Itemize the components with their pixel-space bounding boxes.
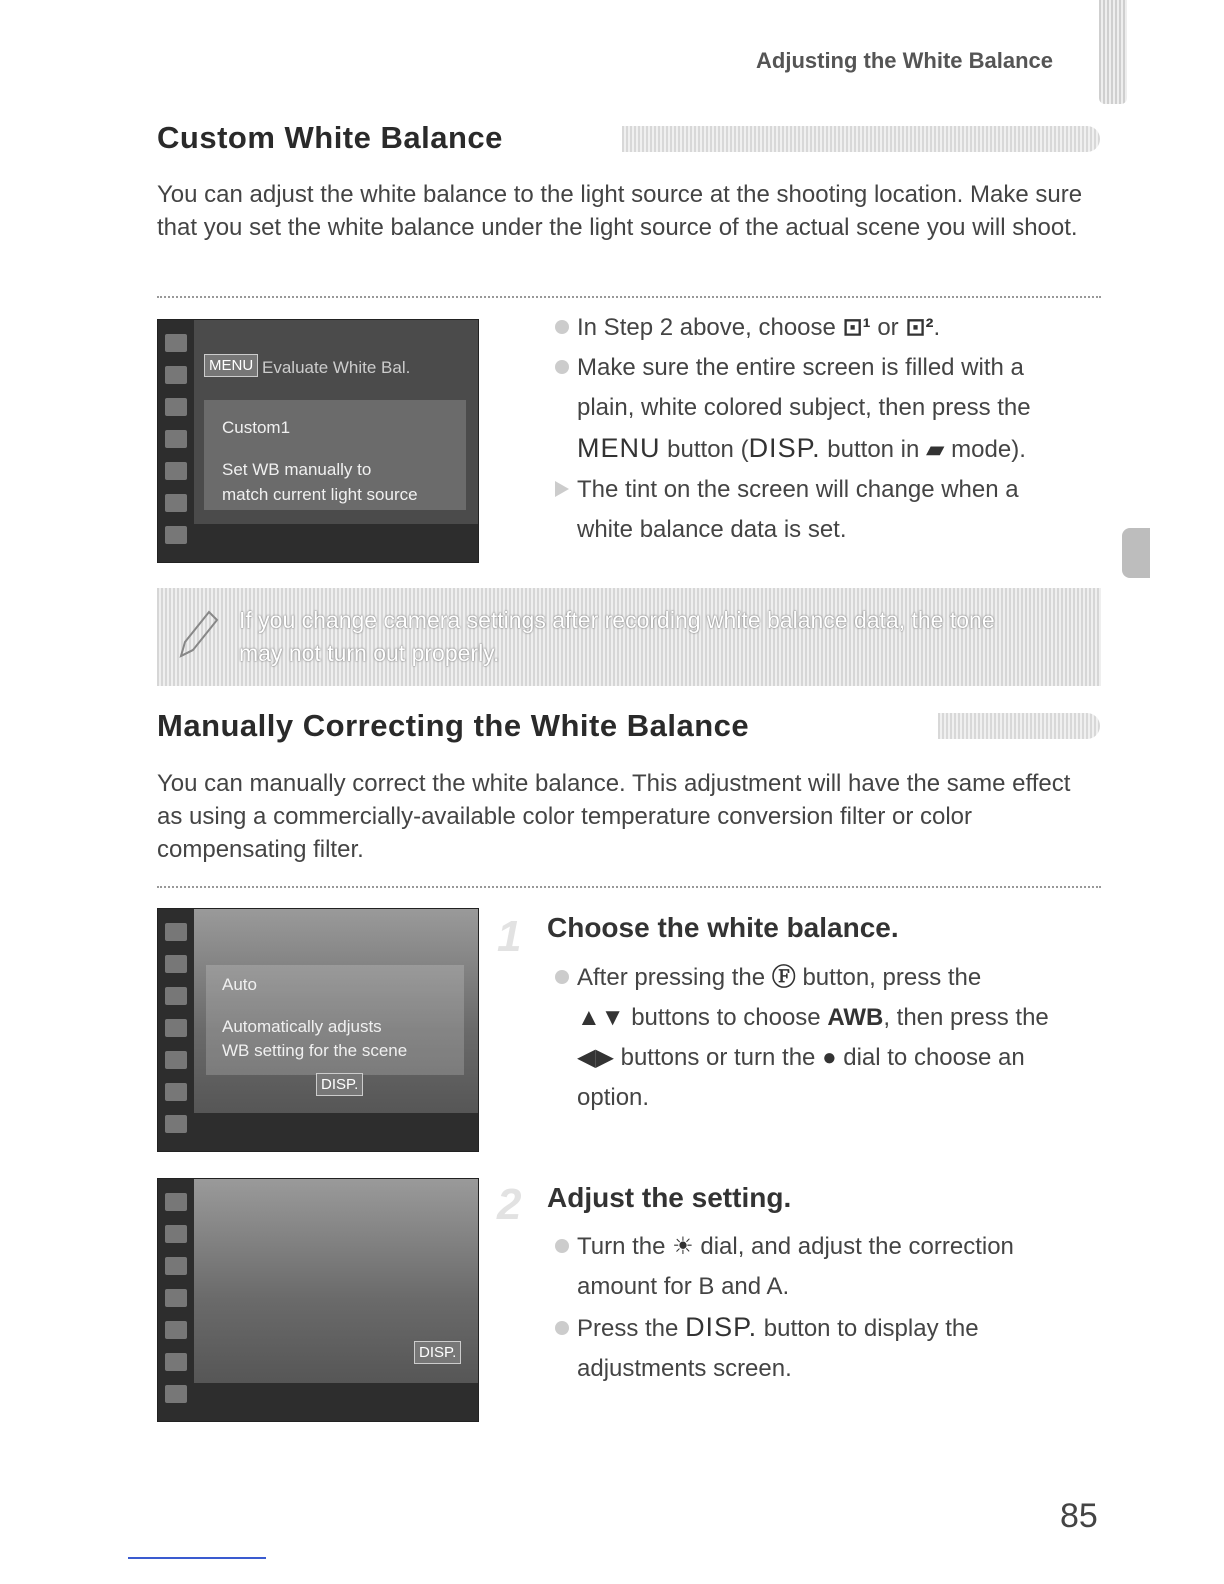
step-number-2: 2 [497, 1180, 522, 1229]
camera-screen-wb-select [157, 908, 479, 1152]
disp-badge: DISP. [316, 1073, 363, 1096]
screen-line-1: Auto [222, 975, 257, 994]
dotted-divider-2 [157, 886, 1101, 888]
screen-desc-1: Set WB manually to [222, 460, 372, 479]
disp-badge: DISP. [414, 1341, 461, 1364]
chapter-tab [1099, 0, 1127, 104]
screen-side-menu [158, 909, 194, 1151]
screen-bottom-bar [194, 524, 478, 562]
screen-side-menu [158, 320, 194, 562]
screen-bottom-bar [194, 1113, 478, 1151]
section-title-bar-2 [938, 713, 1100, 739]
front-dial-icon: ☀ [672, 1233, 694, 1260]
disp-button-label: DISP. [748, 433, 821, 463]
bullet-1: In Step 2 above, choose ⊡¹ or ⊡². [555, 308, 1115, 348]
section-intro-2: You can manually correct the white balance. This adjustment will have the same effect as using a commercially-available color temperature conversion filter or color compensating filter. [157, 770, 1071, 863]
awb-icon: AWB [827, 1004, 884, 1031]
camera-screen-custom-wb [157, 319, 479, 563]
bullet-list-custom: In Step 2 above, choose ⊡¹ or ⊡². Make sure the entire screen is filled with a plain, white colored subject, then press the MENU button (DISP. button in ▰ mode). The tint on the screen will change when a white balance data is set. [555, 308, 1115, 550]
up-down-arrows-icon: ▲▼ [577, 1004, 625, 1031]
chapter-thumb-tab [1122, 528, 1150, 578]
control-dial-icon: ● [822, 1044, 837, 1071]
section-title-custom-wb: Custom White Balance [157, 120, 503, 155]
note-text: If you change camera settings after recording white balance data, the tone may not turn out properly. [239, 607, 995, 666]
page-number: 85 [1060, 1497, 1098, 1535]
pencil-icon [171, 606, 221, 666]
menu-button-label: MENU [577, 433, 661, 463]
dotted-divider [157, 296, 1101, 298]
screen-bottom-bar [194, 1383, 478, 1421]
section-title-bar [622, 126, 1100, 152]
menu-badge: MENU [204, 354, 258, 377]
func-set-button-icon: Ⓕ [771, 964, 796, 991]
screen-side-menu [158, 1179, 194, 1421]
disp-button-label: DISP. [685, 1312, 758, 1342]
custom-wb-1-icon: ⊡¹ [842, 314, 871, 341]
screen-top-label: Evaluate White Bal. [262, 358, 411, 377]
left-right-arrows-icon: ◀▶ [577, 1044, 614, 1071]
step-2-body: Turn the ☀ dial, and adjust the correction amount for B and A. Press the DISP. button to display the adjustments screen. [555, 1227, 1115, 1389]
running-header: Adjusting the White Balance [756, 48, 1054, 73]
bullet-2: Make sure the entire screen is filled with a [555, 348, 1115, 388]
bullet-3: The tint on the screen will change when a [555, 470, 1115, 510]
step-number-1: 1 [497, 912, 522, 961]
screen-line-2: Automatically adjusts [222, 1017, 382, 1036]
section-intro: You can adjust the white balance to the light source at the shooting location. Make sure that you set the white balance under the light source of the actual scene you will shoot. [157, 181, 1083, 241]
note-box [157, 588, 1101, 686]
screen-item: Custom1 [222, 418, 291, 437]
section-title-manual-wb: Manually Correcting the White Balance [157, 708, 750, 743]
custom-wb-2-icon: ⊡² [905, 314, 934, 341]
camera-screen-wb-adjust [157, 1178, 479, 1422]
step-title-1: Choose the white balance. [547, 912, 899, 943]
easy-mode-icon: ▰ [926, 436, 945, 463]
footer-line [128, 1557, 266, 1559]
screen-line-3: WB setting for the scene [222, 1041, 408, 1060]
screen-desc-2: match current light source [222, 485, 418, 504]
step-1-body: After pressing the Ⓕ button, press the ▲▼ buttons to choose AWB, then press the ◀▶ buttons or turn the ● dial to choose an option. [555, 958, 1115, 1118]
step-title-2: Adjust the setting. [547, 1182, 792, 1213]
